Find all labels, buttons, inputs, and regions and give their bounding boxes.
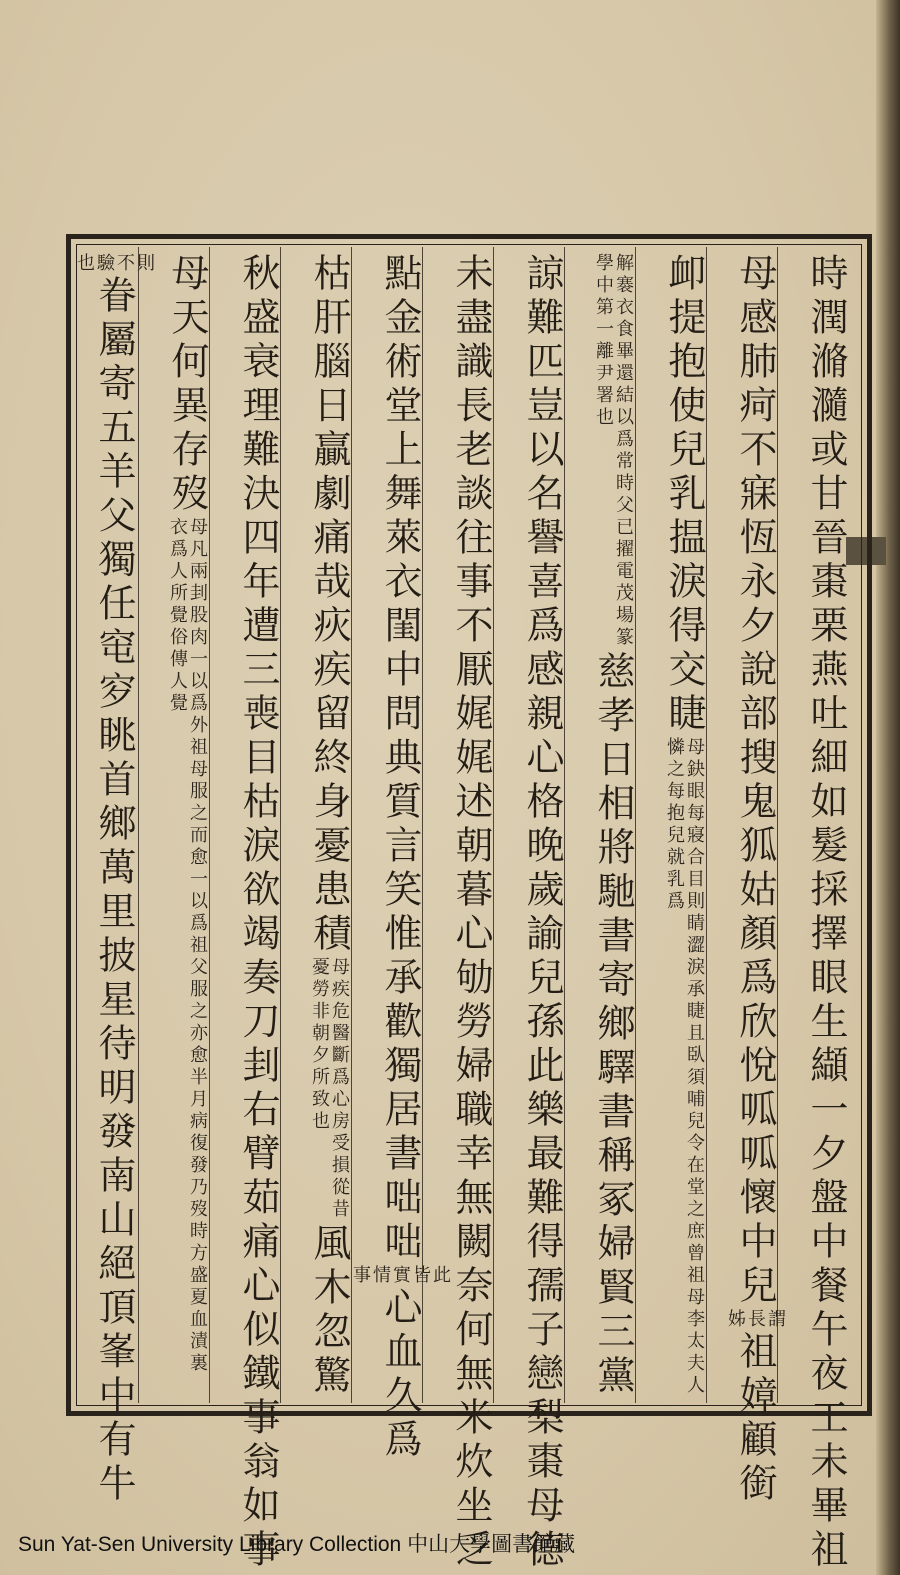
book-spine <box>876 0 900 1575</box>
text-column-8 <box>294 253 364 1399</box>
column-8-tail: 風木忽驚 <box>307 1223 351 1399</box>
collection-caption: Sun Yat-Sen University Library Collection 中山大學圖書館藏 <box>18 1533 576 1556</box>
text-column-9 <box>223 253 293 1573</box>
column-7-text: 點金術堂上舞萊衣閨中問典質言笑惟承歡獨居書咄咄 <box>378 253 422 1265</box>
column-8-note: 母疾危醫斷爲心房受損從昔憂勞非朝夕所致也 <box>309 957 350 1221</box>
column-9-text: 秋盛衰理難決四年遭三喪目枯淚欲竭奏刀刲右臂茹痛心似鐵事翁如事 <box>236 253 280 1573</box>
column-7-tail: 心血久爲 <box>378 1287 422 1463</box>
column-7-note: 此皆實情事 <box>350 1265 451 1287</box>
column-10-note: 母凡兩刲股肉一以爲外祖母服之而愈一以爲祖父服之亦愈半月病復發乃歿時方盛夏血漬裏衣爲人所覺俗傳人覺 <box>167 517 208 1375</box>
column-8-text: 枯肝腦日贏劇痛哉疢疾留終身憂患積 <box>307 253 351 957</box>
column-3-text: 卹提抱使兒乳揾淚得交睫 <box>662 253 706 737</box>
column-2-text: 母感肺疴不寐恆永夕說部搜鬼狐姑顏爲欣悅呱呱懷中兒 <box>733 253 777 1309</box>
text-column-6 <box>436 253 506 1573</box>
column-4-note: 解褰衣食畢還結以爲常時父已擢電茂場篆學中第一離尹署也 <box>593 253 634 649</box>
text-column-3 <box>649 253 719 1399</box>
text-column-7 <box>350 253 451 1463</box>
column-5-text: 諒難匹豈以名譽喜爲感親心格晚歲諭兒孫此樂最難得孺子戀梨棗母德 <box>520 253 564 1573</box>
text-column-4 <box>578 253 648 1399</box>
column-10-text: 母天何異存歿 <box>165 253 209 517</box>
column-11-text: 眷屬寄五羊父獨任窀穸眺首鄉萬里披星待明發南山絕頂峯中有牛 <box>92 275 136 1507</box>
column-11-note: 則不驗也 <box>74 253 155 275</box>
column-4-text: 慈孝日相將馳書寄鄉驛書稱冢婦賢三黨 <box>591 651 635 1399</box>
text-column-5 <box>507 253 577 1573</box>
text-column-10 <box>152 253 222 1399</box>
text-column-11 <box>74 253 155 1507</box>
text-column-2 <box>720 253 790 1507</box>
column-2-note: 謂長姊 <box>725 1309 786 1331</box>
text-column-1 <box>791 253 861 1573</box>
column-3-note: 母鈌眼每寢合目則睛澀淚承睫且臥須哺兒令在堂之庶曾祖母李太夫人憐之每抱兒就乳爲 <box>664 737 705 1397</box>
column-1-text: 時潤滫瀡或甘晉棗栗燕吐細如髮採擇眼生纈一夕盤中餐午夜工未畢祖 <box>804 253 848 1573</box>
column-2-tail: 祖嫜顧銜 <box>733 1331 777 1507</box>
column-6-text: 未盡識長老談往事不厭娓娓述朝暮心劬勞婦職幸無闕奈何無米炊坐乏 <box>449 253 493 1573</box>
